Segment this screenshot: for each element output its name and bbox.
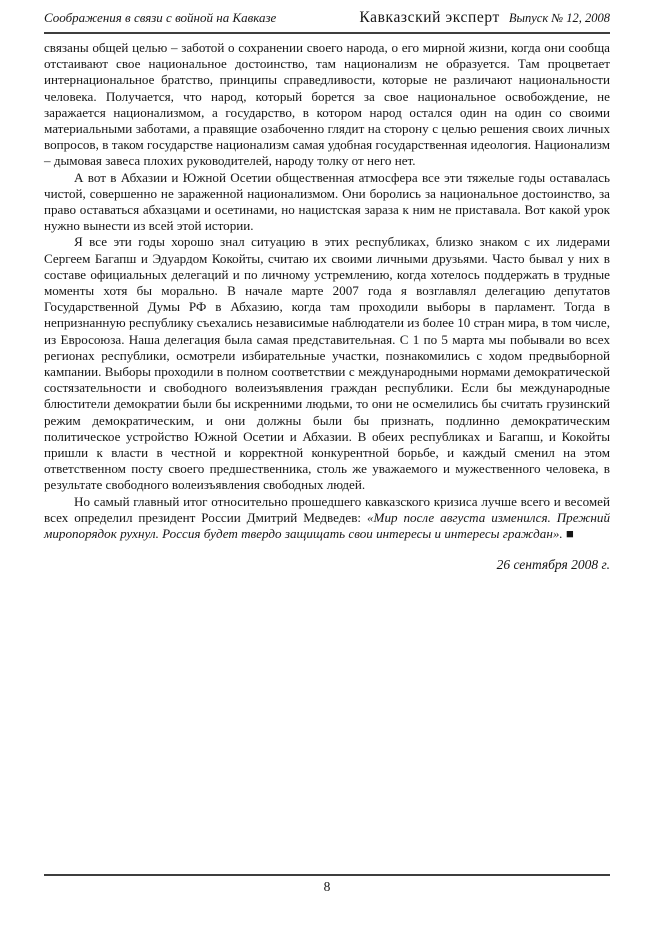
president-quote: «Мир после августа изменился. Прежний миропорядок рухнул. Россия будет твердо защищать свои интересы и интересы граждан». — [44, 509, 610, 542]
page-header — [44, 9, 610, 34]
journal-name: Кавказский эксперт — [359, 9, 500, 26]
article-date: 26 сентября 2008 г. — [496, 557, 610, 573]
issue-label: Выпуск № 12, 2008 — [508, 11, 610, 25]
running-header-journal — [359, 9, 610, 27]
paragraph-lead: Но самый главный итог относительно прошедшего кавказского кризиса лучше всего и весомей всех определил президент России Дмитрий Медведев: — [44, 493, 610, 525]
paragraph-with-quote — [44, 494, 610, 543]
page-number: 8 — [323, 879, 331, 894]
paragraph: Я все эти годы хорошо знал ситуацию в этих республиках, близко знаком с их лидерами Сергеем Багапш и Эдуардом Кокойты, считаю их своими личными друзьями. Часто бывал у них в составе официальных делегаций и по личному устремлению, когда хотелось поддержать в трудные моменты хотя бы морально. В начале марте 2007 года я возглавлял делегацию депутатов Государственной Думы РФ в Абхазию, когда там проходили выборы в парламент. Тогда в непризнанную республику съехались независимые наблюдатели из более 10 стран мира, в том числе, из Евросоюза. Наша делегация была самая представительная. С 1 по 5 марта мы побывали во всех регионах республики, осмотрели избирательные участки, познакомились с ходом предвыборной кампании. Выборы проходили в полном соответствии с международными нормами демократической состязательности и свободного волеизъявления граждан республики. Если бы международные блюстители демократии были бы искренними людьми, то они не осмелились бы считать грузинский режим демократическим, и они должны были бы признать, подлинно демократическим политическое устройство Южной Осетии и Абхазии. В обеих республиках и Багапш, и Кокойты пришли к власти в честной и корректной конкурентной борьбе, и каждый сменил на этом ответственном посту своего предшественника, столь же уважаемого и мужественного человека, в результате свободного волеизъявления свободных людей. — [44, 234, 610, 493]
paragraph: связаны общей целью – заботой о сохранении своего народа, о его мирной жизни, когда они сообща отстаивают свое национальное достоинство, там национализм не образуется. Там процветает интернациональное братство, принципы справедливости, которые не различают национальности человека. Получается, что народ, который борется за свое национальное освобождение, не заражается национализмом, а государство, в котором народ остался один на один со своими материальными заботами, а правящие озабоченно глядит на сторону с целью решения своих личных вопросов, в таком государстве национализм самая удобная государственная идеология. Национализм – дымовая завеса плохих руководителей, народу толку от него нет. — [44, 40, 610, 169]
page-footer — [44, 874, 610, 896]
end-of-article-mark: ■ — [565, 526, 574, 542]
article-body — [44, 40, 610, 574]
running-header-article-title: Соображения в связи с войной на Кавказе — [44, 10, 277, 25]
paragraph: А вот в Абхазии и Южной Осетии общественная атмосфера все эти тяжелые годы оставалась чистой, совершенно не зараженной национализмом. Они боролись за национальное достоинство, за право оставаться абхазцами и осетинами, но нацистская зараза к ним не приставала. Вот какой урок нужно вынести из всей этой истории. — [44, 169, 610, 234]
